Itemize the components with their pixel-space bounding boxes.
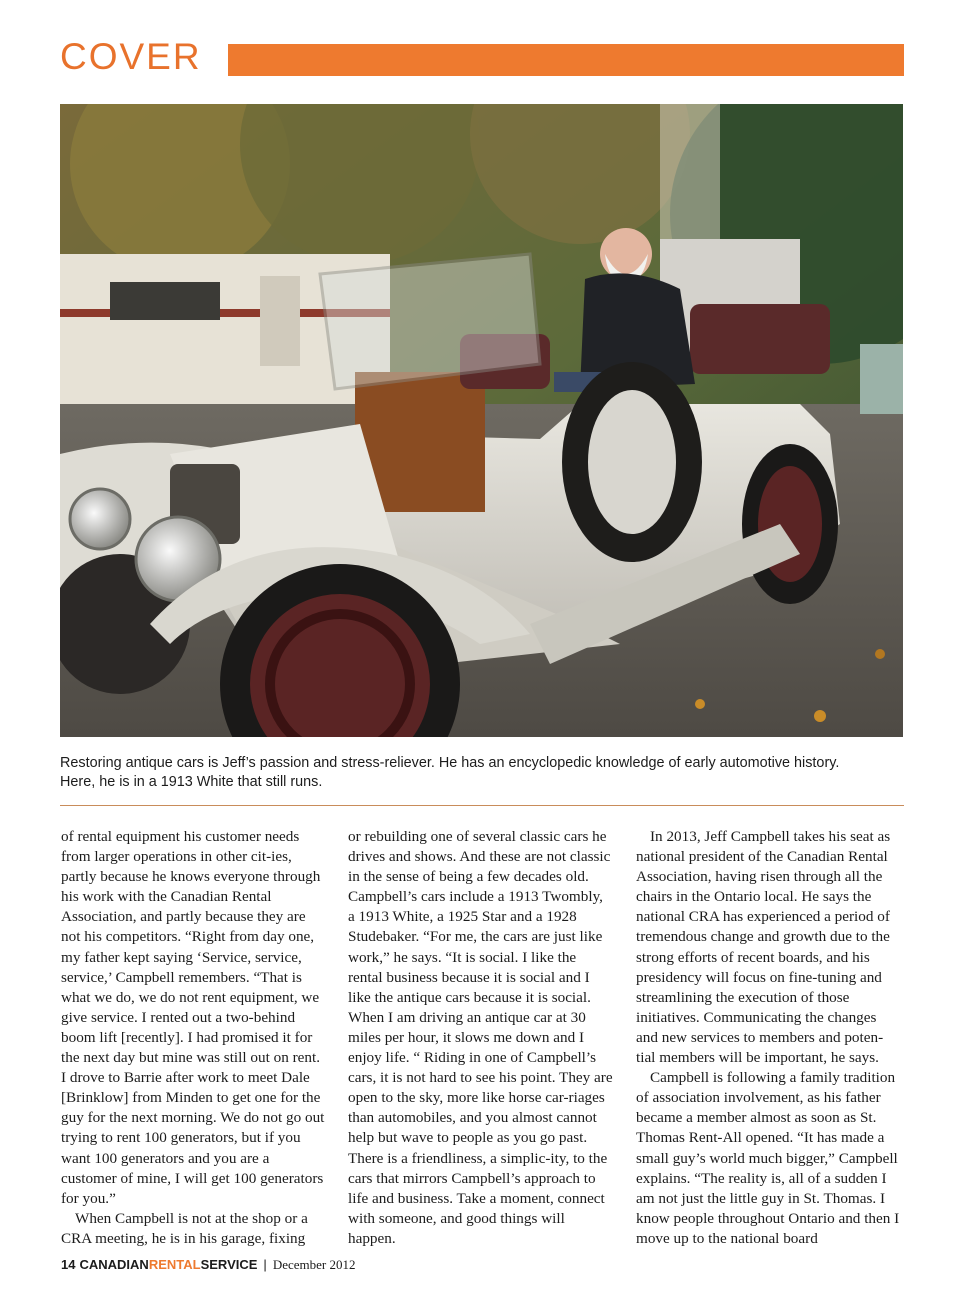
column-3-paragraph-2: Campbell is following a family tradition of association involvement, as his father became a member almost as soon as St. Thomas Rent-All opened. “It has made a small guy’s world much bigger,” Campbell explains. “The reality is, all of a sudden I am not just the little guy in St. Thomas. I know people throughout Ontario and then I move up to the national board: [636, 1069, 900, 1247]
magazine-name-service: SERVICE: [200, 1257, 258, 1272]
column-2-paragraph-1: or rebuilding one of several classic cars he drives and shows. And these are not classic in the sense of being a few decades old. Campbell’s cars include a 1913 Twombly, a 1913 White, a 1925 Star and a 1928 Studebaker. “For me, the cars are just like work,” he says. “It is social. I like the rental business because it is social and I like the antique cars because it is social. When I am driving an antique car at 30 miles per hour, it slows me down and I enjoy life. “ Riding in one of Campbell’s cars, it is not hard to see his point. They are open to the sky, more like horse car-riages than automobiles, and you almost cannot help but wave to people as you go past. There is a friendliness, a simplic-ity, to the cars that mirrors Campbell’s approach to life and business. Take a moment, connect with someone, and good things will happen.: [348, 828, 613, 1247]
magazine-name-rental: RENTAL: [148, 1257, 201, 1272]
footer-separator: |: [263, 1257, 267, 1272]
issue-date: December 2012: [272, 1257, 356, 1272]
section-accent-bar: [228, 44, 904, 76]
column-1-paragraph-1: of rental equipment his customer needs from larger operations in other cit-ies, partly because he knows everyone through his work with the Canadian Rental Association, and partly because they are not his competitors. “Right from day one, my father kept saying ‘Service, service, service,’ Campbell remembers. “That is what we do, we do not rent equipment, we give service. I rented out a two-behind boom lift [recently]. I had promised it for the next day but mine was still out on rent. I drove to Barrie after work to meet Dale [Brinklow] from Minden to get one for the guy for the next morning. We do not go out trying to rent 100 generators, but if you want 100 generators and you are a customer of mine, I will get 100 generators for you.”: [61, 828, 325, 1207]
caption-line-1: Restoring antique cars is Jeff’s passion and stress-reliever. He has an encyclopedic knowledge of early automotive history.: [60, 755, 840, 771]
caption-divider: [60, 805, 904, 806]
page-number: 14: [61, 1257, 76, 1272]
article-column-1: [61, 827, 326, 1249]
page-footer: [61, 1256, 355, 1276]
article-column-2: [348, 827, 613, 1249]
antique-car-photo: [60, 104, 903, 737]
column-1-paragraph-2: When Campbell is not at the shop or a CRA meeting, he is in his garage, fixing: [61, 1209, 308, 1247]
photo-caption: [60, 754, 904, 792]
cover-photo: [60, 104, 903, 737]
column-3-paragraph-1: In 2013, Jeff Campbell takes his seat as national president of the Canadian Rental Association, having risen through all the chairs in the Ontario local. He says the national CRA has experienced a period of tremendous change and growth due to the strong efforts of recent boards, and his presidency will focus on fine-tuning and streamlining the execution of those initiatives. Communicating the changes and new services to members and poten-tial members will be important, he says.: [636, 828, 891, 1067]
article-column-3: [636, 827, 901, 1249]
caption-line-2: Here, he is in a 1913 White that still runs.: [60, 774, 323, 790]
magazine-name-canadian: CANADIAN: [79, 1257, 149, 1272]
section-header: [60, 34, 904, 80]
section-title: COVER: [60, 36, 202, 77]
